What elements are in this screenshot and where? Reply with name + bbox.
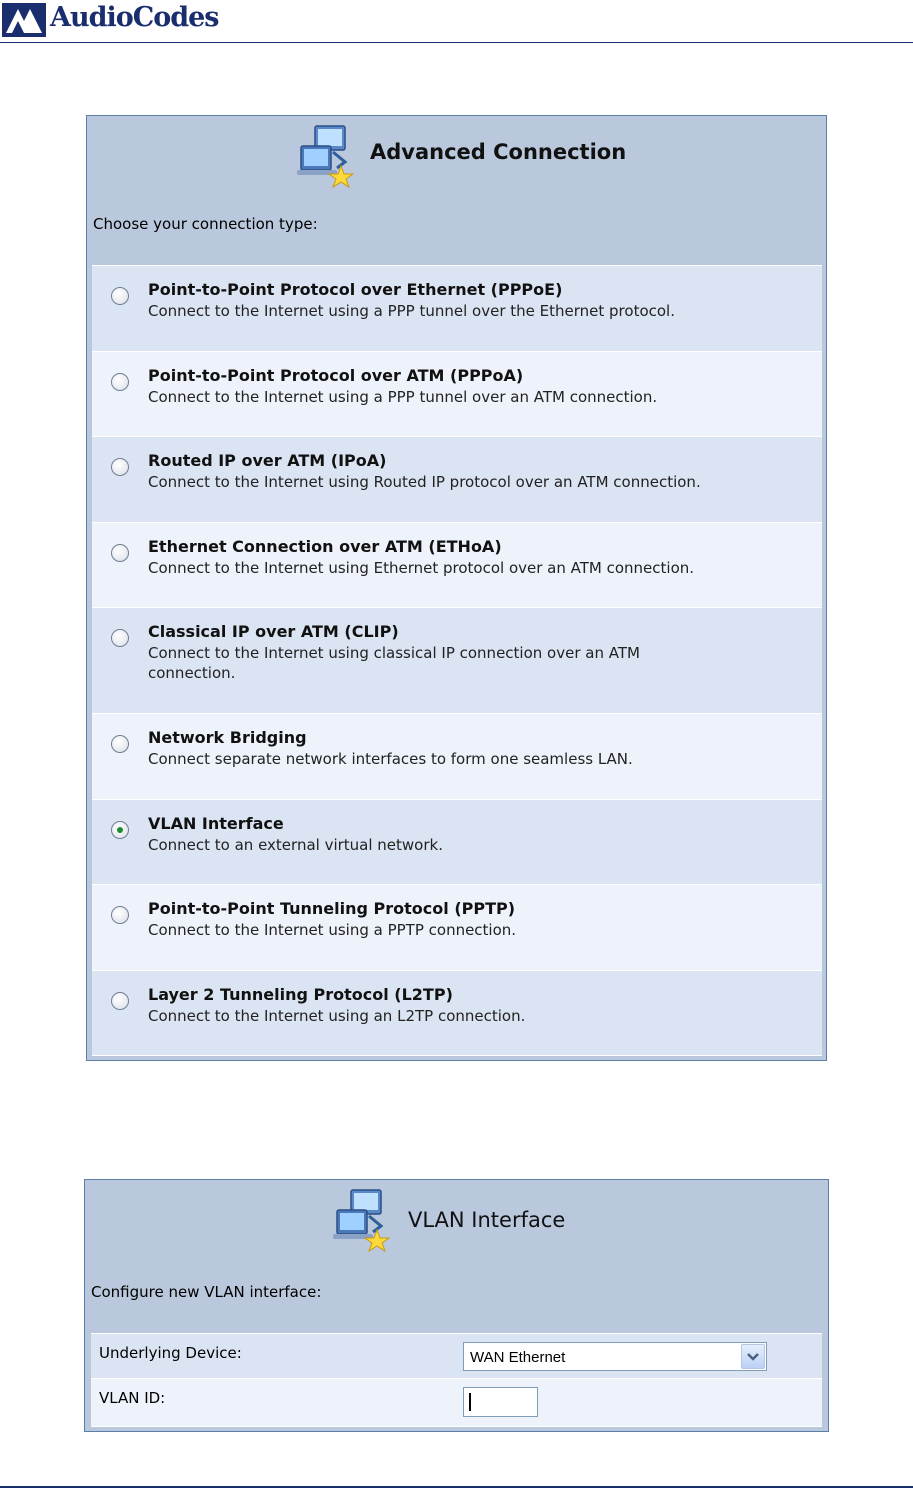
radio-vlan-interface[interactable]	[111, 821, 129, 839]
panel-header	[85, 1180, 828, 1332]
option-title: VLAN Interface	[148, 813, 284, 833]
option-title: Network Bridging	[148, 728, 307, 747]
option-description: Connect to the Internet using Ethernet protocol over an ATM connection.	[148, 558, 695, 577]
option-l2tp[interactable]	[92, 971, 822, 1057]
option-description: Connect to the Internet using an L2TP connection.	[148, 1006, 526, 1025]
panel-subtitle: Configure new VLAN interface:	[91, 1283, 322, 1301]
option-title: Ethernet Connection over ATM (ETHoA)	[148, 536, 502, 556]
option-description: Connect to an external virtual network.	[148, 835, 443, 854]
option-vlan-interface[interactable]	[92, 800, 822, 886]
vlan-id-row	[91, 1379, 822, 1427]
underlying-device-row	[91, 1334, 822, 1379]
network-wizard-icon	[293, 122, 359, 192]
header-divider	[0, 42, 913, 43]
option-title: Classical IP over ATM (CLIP)	[148, 622, 399, 641]
radio-network-bridging[interactable]	[111, 735, 129, 753]
panel-header	[87, 116, 826, 266]
dropdown-button[interactable]	[741, 1344, 765, 1369]
radio-ipoa[interactable]	[111, 458, 129, 476]
option-title: Routed IP over ATM (IPoA)	[148, 451, 387, 470]
brand-name: AudioCodes	[50, 2, 219, 33]
text-caret	[469, 1393, 471, 1411]
radio-l2tp[interactable]	[111, 992, 129, 1010]
chevron-down-icon	[747, 1352, 759, 1362]
footer-divider	[0, 1486, 913, 1488]
page-header	[0, 0, 913, 44]
radio-pptp[interactable]	[111, 906, 129, 924]
option-pptp[interactable]	[92, 885, 822, 971]
option-pppoa[interactable]	[92, 352, 822, 438]
option-title: Layer 2 Tunneling Protocol (L2TP)	[148, 984, 453, 1004]
option-pppoe[interactable]	[92, 266, 822, 352]
option-ipoa[interactable]	[92, 437, 822, 523]
option-title: Point-to-Point Protocol over Ethernet (PPPoE)	[148, 280, 563, 299]
option-description: Connect to the Internet using classical IP connection over an ATM connection.	[148, 644, 640, 682]
panel-subtitle: Choose your connection type:	[93, 215, 318, 233]
vlan-id-input[interactable]	[463, 1387, 538, 1417]
connection-type-list	[92, 265, 822, 1056]
vlan-id-label: VLAN ID:	[99, 1389, 166, 1407]
panel-title: Advanced Connection	[370, 140, 627, 164]
advanced-connection-panel	[86, 115, 827, 1061]
audiocodes-logo-icon	[2, 3, 46, 37]
option-ethoa[interactable]	[92, 523, 822, 609]
option-description: Connect to the Internet using a PPP tunnel over an ATM connection.	[148, 387, 658, 406]
option-title: Point-to-Point Protocol over ATM (PPPoA)	[148, 365, 524, 385]
radio-ethoa[interactable]	[111, 544, 129, 562]
option-description: Connect separate network interfaces to form one seamless LAN.	[148, 750, 633, 768]
panel-title: VLAN Interface	[408, 1208, 566, 1232]
radio-pppoe[interactable]	[111, 287, 129, 305]
option-description: Connect to the Internet using a PPTP connection.	[148, 921, 517, 939]
network-wizard-icon	[329, 1186, 395, 1256]
option-title: Point-to-Point Tunneling Protocol (PPTP)	[148, 899, 516, 918]
radio-clip[interactable]	[111, 629, 129, 647]
underlying-device-select[interactable]	[463, 1342, 767, 1371]
option-description: Connect to the Internet using a PPP tunnel over the Ethernet protocol.	[148, 302, 675, 320]
option-clip[interactable]	[92, 608, 822, 714]
radio-pppoa[interactable]	[111, 373, 129, 391]
underlying-device-label: Underlying Device:	[99, 1344, 242, 1362]
option-network-bridging[interactable]	[92, 714, 822, 800]
vlan-interface-panel	[84, 1179, 829, 1432]
option-description: Connect to the Internet using Routed IP protocol over an ATM connection.	[148, 473, 701, 491]
select-value: WAN Ethernet	[470, 1349, 566, 1366]
vlan-form	[91, 1333, 822, 1427]
